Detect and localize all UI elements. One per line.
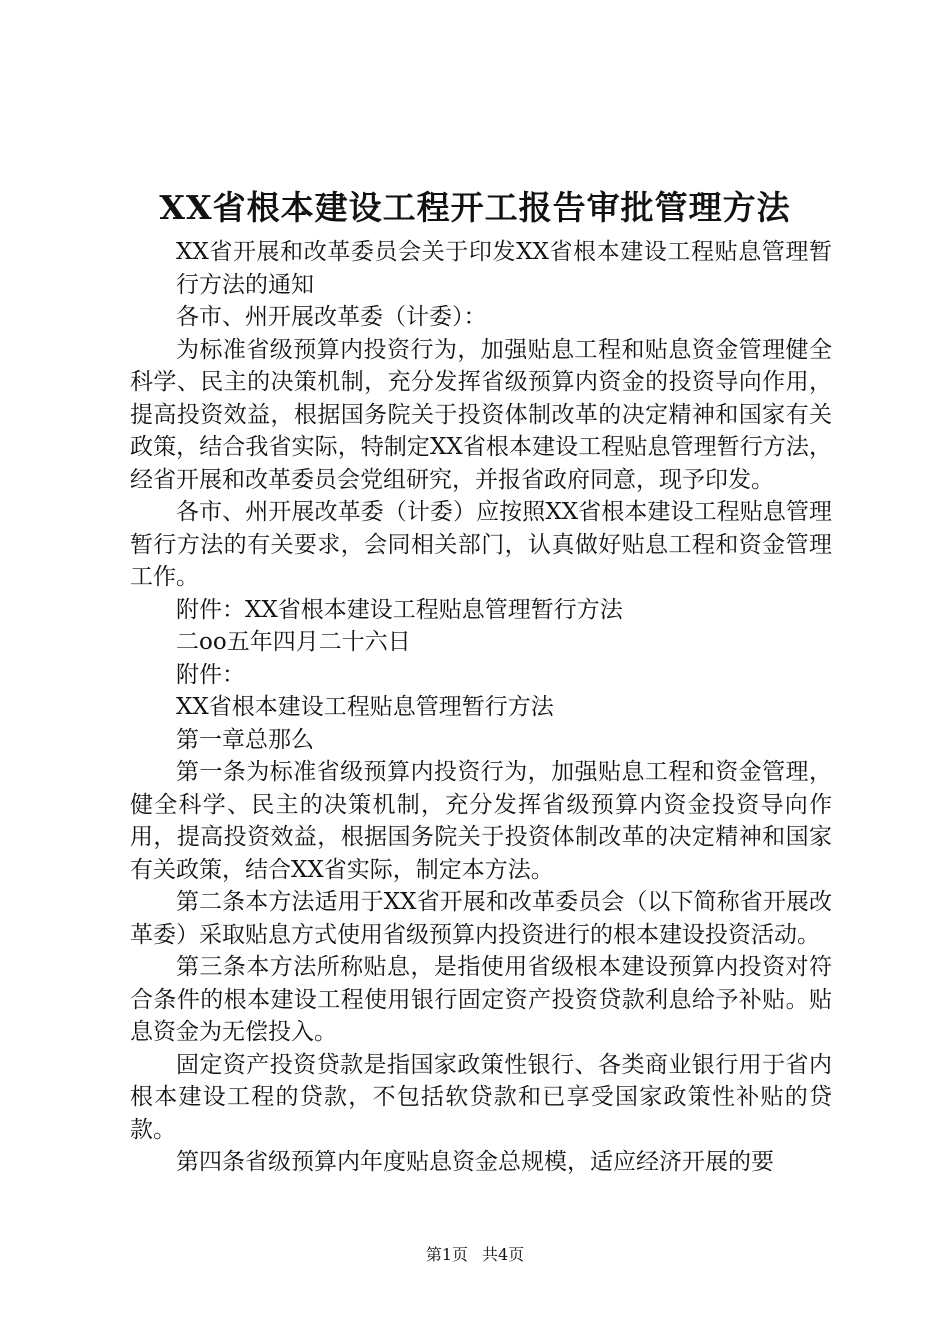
paragraph: 为标准省级预算内投资行为，加强贴息工程和贴息资金管理健全科学、民主的决策机制，充分发挥省级预算内资金的投资导向作用，提高投资效益，根据国务院关于投资体制改革的决定精神和国家有关政策，结合我省实际，特制定XX省根本建设工程贴息管理暂行方法，经省开展和改革委员会党组研究，并报省政府同意，现予印发。 (130, 336, 832, 493)
attachment-line: 附件：XX省根本建设工程贴息管理暂行方法 (176, 596, 623, 623)
attachment-label: 附件： (176, 661, 245, 688)
paragraph: 各市、州开展改革委（计委）应按照XX省根本建设工程贴息管理暂行方法的有关要求，会同相关部门，认真做好贴息工程和资金管理工作。 (130, 499, 832, 590)
date-line: 二oo五年四月二十六日 (176, 629, 411, 655)
attachment-title: XX省根本建设工程贴息管理暂行方法 (176, 694, 554, 720)
chapter-heading: 第一章总那么 (176, 726, 314, 753)
article-paragraph: 第四条省级预算内年度贴息资金总规模，适应经济开展的要 (176, 1149, 774, 1175)
salutation: 各市、州开展改革委（计委）： (176, 304, 487, 330)
page-total: 共4页 (482, 1245, 525, 1264)
document-title: XX省根本建设工程开工报告审批管理方法 (159, 188, 791, 227)
article-paragraph: 第三条本方法所称贴息，是指使用省级根本建设预算内投资对符合条件的根本建设工程使用银行固定资产投资贷款利息给予补贴。贴息资金为无偿投入。 (130, 954, 832, 1045)
page-footer (0, 1244, 950, 1266)
document-body (130, 236, 832, 1179)
page-number: 第1页 (425, 1245, 468, 1264)
article-paragraph: 第一条为标准省级预算内投资行为，加强贴息工程和资金管理，健全科学、民主的决策机制，充分发挥省级预算内资金投资导向作用，提高投资效益，根据国务院关于投资体制改革的决定精神和国家有关政策，结合XX省实际，制定本方法。 (130, 759, 832, 883)
article-paragraph: 第二条本方法适用于XX省开展和改革委员会（以下简称省开展改革委）采取贴息方式使用省级预算内投资进行的根本建设投资活动。 (130, 889, 832, 948)
article-paragraph: 固定资产投资贷款是指国家政策性银行、各类商业银行用于省内根本建设工程的贷款，不包括软贷款和已享受国家政策性补贴的贷款。 (130, 1051, 832, 1143)
notice-heading: XX省开展和改革委员会关于印发XX省根本建设工程贴息管理暂行方法的通知 (176, 239, 832, 298)
